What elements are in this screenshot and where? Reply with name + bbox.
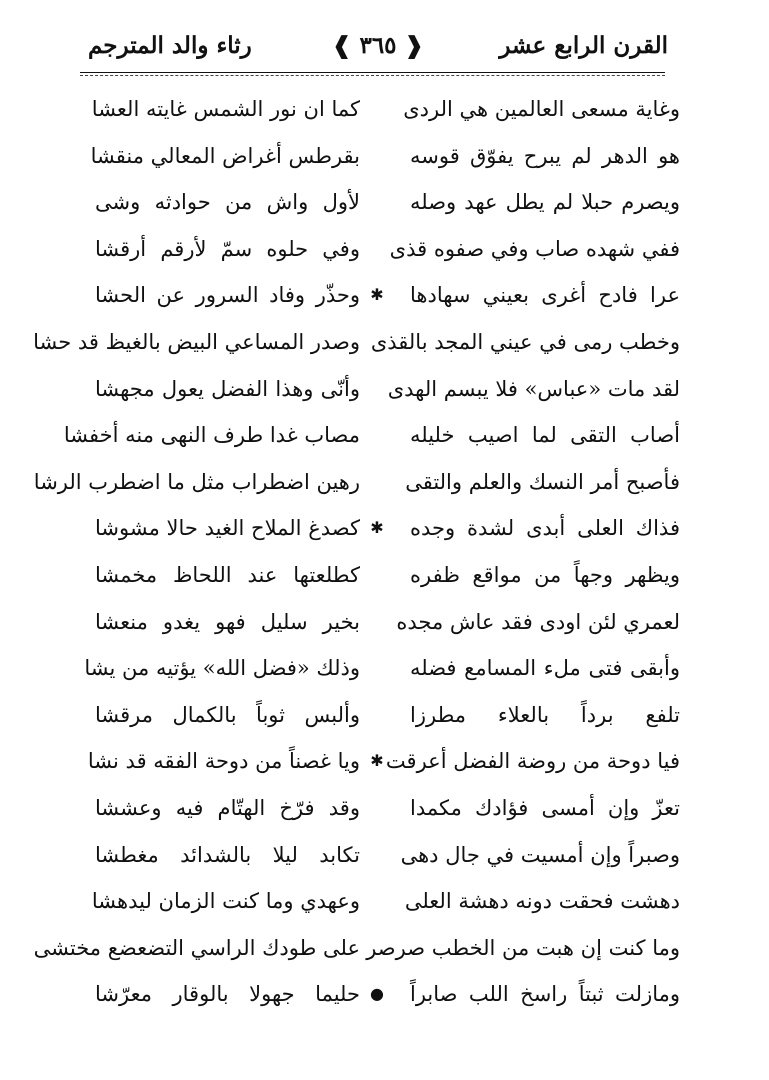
verse-line [33,459,680,506]
verse-second-hemistich: وحذّر وفاد السرور عن الحشا [95,283,360,308]
verse-first-hemistich: تعزّ وإن أمسى فؤادك مكمدا [410,795,680,820]
verse-second-hemistich: كما ان نور الشمس غايته العشا [91,97,360,121]
verse-line [95,599,680,646]
verse-first-hemistich: أصاب التقى لما اصيب خليله [410,423,680,448]
verse-first-hemistich: لعمري لئن اودى فقد عاش مجده [396,609,680,634]
verse-second-hemistich: وفي حلوه سمّ لأرقم أرقشا [95,236,360,261]
verse-second-hemistich: وألبس ثوباً بالكمال مرقشا [95,702,360,727]
verse-separator-mark: ✱ [370,285,384,305]
verse-separator-mark: ✱ [370,751,384,771]
verse-second-hemistich: بقرطس أغراض المعالي منقشا [90,143,360,168]
verse-second-hemistich: وعهدي وما كنت الزمان ليدهشا [91,889,360,914]
verse-line [95,226,680,273]
verse-second-hemistich: وصدر المساعي البيض بالغيظ قد حشا [33,329,360,354]
verse-first-hemistich: هو الدهر لم يبرح يفوّق قوسه [410,143,680,168]
verse-second-hemistich: رهين اضطراب مثل ما اضطرب الرشا [33,469,360,494]
verse-first-hemistich: دهشت فحقت دونه دهشة العلى [404,889,680,914]
verse-line [95,832,680,879]
verse-line [95,785,680,832]
page-number [332,32,424,59]
header-rule [80,72,665,79]
verse-line [33,319,680,366]
verse-line [95,971,680,1018]
poem [33,86,680,1018]
running-title: رثاء والد المترجم [88,32,252,59]
verse-second-hemistich: لأول واش من حوادثه وشى [95,190,360,215]
ornament-bracket-right: ❰ [404,32,424,59]
verse-first-hemistich: فذاك العلى أبدى لشدة وجده [410,516,680,541]
verse-second-hemistich: كطلعتها عند اللحاظ مخمشا [95,562,360,587]
verse-first-hemistich: فأصبح أمر النسك والعلم والتقى [405,469,680,494]
verse-second-hemistich: وأنّى وهذا الفضل يعول مجهشا [95,376,360,401]
verse-second-hemistich: كصدغ الملاح الغيد حالا مشوشا [95,516,360,541]
verse-second-hemistich: تكابد ليلا بالشدائد مغطشا [95,842,360,867]
verse-first-hemistich: ويصرم حبلا لم يطل عهد وصله [410,190,680,215]
verse-line [91,86,680,133]
verse-line [33,925,680,972]
verse-separator-mark: ● [370,984,384,1004]
verse-second-hemistich: بخير سليل فهو يغدو منعشا [95,609,360,634]
verse-first-hemistich: لقد مات «عباس» فلا يبسم الهدى [387,376,680,401]
section-title: القرن الرابع عشر [499,32,668,59]
verse-line [95,179,680,226]
verse-line [87,738,680,785]
verse-second-hemistich: على طودك الراسي التضعضع مختشى [33,935,360,960]
verse-first-hemistich: وخطب رمى في عيني المجد بالقذى [370,329,680,354]
verse-line [84,645,680,692]
verse-line [95,366,680,413]
verse-second-hemistich: حليما جهولا بالوقار معرّشا [95,982,360,1007]
verse-first-hemistich: عرا فادح أغرى بعيني سهادها [410,283,680,308]
verse-separator-mark: ✱ [370,518,384,538]
verse-first-hemistich: وصبراً وإن أمسيت في جال دهى [400,842,680,867]
verse-first-hemistich: فيا دوحة من روضة الفضل أعرقت [385,749,680,774]
verse-first-hemistich: وما كنت إن هبت من الخطب صرصر [366,935,680,960]
verse-first-hemistich: ففي شهده صاب وفي صفوه قذى [389,236,680,261]
page-number-value: ٣٦٥ [359,32,397,59]
verse-line [95,692,680,739]
verse-line [95,552,680,599]
verse-line [91,878,680,925]
verse-first-hemistich: تلفع برداً بالعلاء مطرزا [410,702,680,727]
verse-second-hemistich: مصاب غدا طرف النهى منه أخفشا [63,423,360,448]
running-header [88,28,668,68]
verse-line [95,272,680,319]
verse-first-hemistich: ويظهر وجهاً من مواقع ظفره [410,562,680,587]
verse-line [63,412,680,459]
verse-line [90,133,680,180]
verse-first-hemistich: وغاية مسعى العالمين هي الردى [403,97,680,121]
ornament-bracket-left: ❱ [332,32,352,59]
verse-second-hemistich: وقد فرّخ الهتّام فيه وعششا [95,795,360,820]
verse-first-hemistich: ومازلت ثبتاً راسخ اللب صابراً [410,982,680,1007]
verse-second-hemistich: ويا غصناً من دوحة الفقه قد نشا [87,749,360,774]
verse-first-hemistich: وأبقى فتى ملء المسامع فضله [410,656,680,681]
verse-second-hemistich: وذلك «فضل الله» يؤتيه من يشا [84,656,360,681]
verse-line [95,505,680,552]
